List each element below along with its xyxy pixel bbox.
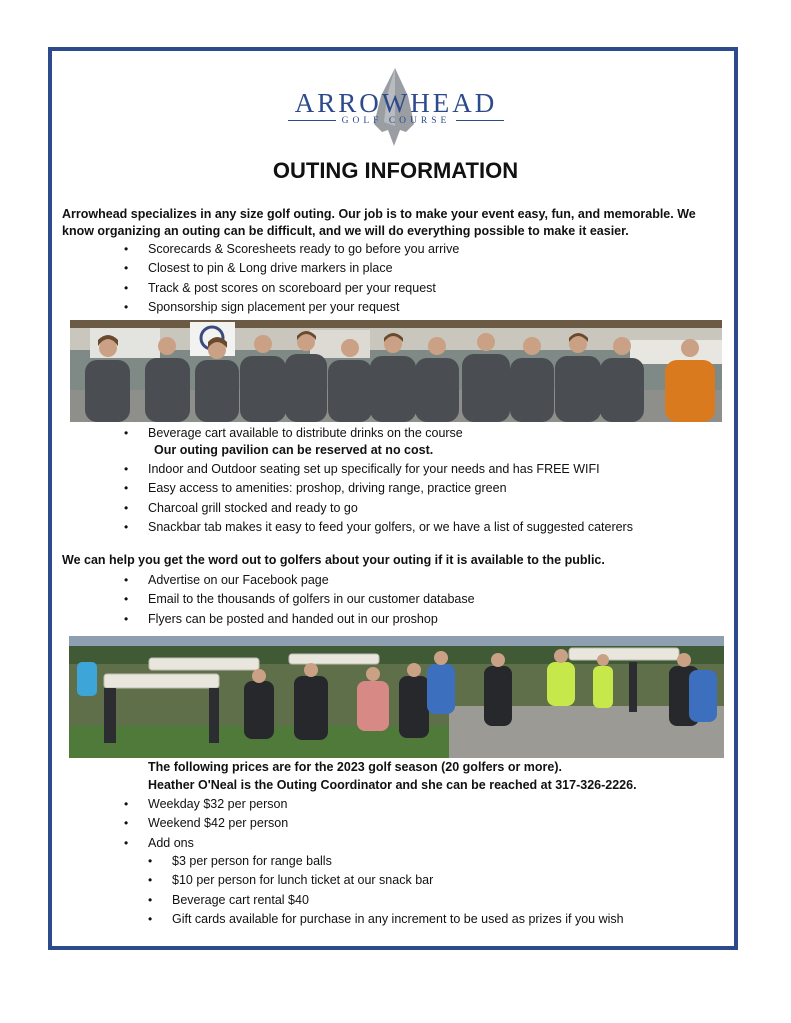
page-title: OUTING INFORMATION	[272, 158, 519, 183]
price-list-item: • Add ons	[124, 834, 288, 853]
golf-carts-crowd-photo	[69, 636, 724, 758]
price-list-item: • Weekday $32 per person	[124, 795, 288, 814]
logo-wordmark: ARROWHEAD	[294, 88, 498, 118]
marketing-list	[124, 571, 475, 629]
addon-list-item: • $10 per person for lunch ticket at our snack bar	[148, 871, 624, 890]
amenity-list-item: • Beverage cart available to distribute drinks on the course	[124, 424, 463, 443]
staff-group-photo	[70, 320, 722, 422]
amenity-list-item: • Indoor and Outdoor seating set up specifically for your needs and has FREE WIFI	[124, 460, 633, 479]
price-list-item: • Weekend $42 per person	[124, 814, 288, 833]
service-list-item: • Scorecards & Scoresheets ready to go before you arrive	[124, 240, 459, 259]
addon-list-item: • $3 per person for range balls	[148, 852, 624, 871]
amenities-list-first	[124, 424, 463, 443]
intro-paragraph: Arrowhead specializes in any size golf outing. Our job is to make your event easy, fun, and memorable. We know organizing an outing can be difficult, and we will do everything possible to make it easier.	[62, 207, 696, 238]
addons-list	[148, 852, 624, 929]
services-list	[124, 240, 459, 317]
amenities-list	[124, 460, 633, 537]
addon-list-item: • Gift cards available for purchase in any increment to be used as prizes if you wish	[148, 910, 624, 929]
coordinator-contact: Heather O'Neal is the Outing Coordinator and she can be reached at 317-326-2226.	[148, 778, 637, 792]
pricing-season-note: The following prices are for the 2023 golf season (20 golfers or more).	[148, 760, 562, 774]
service-list-item: • Track & post scores on scoreboard per your request	[124, 279, 459, 298]
pavilion-note: Our outing pavilion can be reserved at no cost.	[154, 443, 434, 457]
arrowhead-logo	[270, 66, 520, 146]
service-list-item: • Sponsorship sign placement per your request	[124, 298, 459, 317]
amenity-list-item: • Snackbar tab makes it easy to feed your golfers, or we have a list of suggested caterers	[124, 518, 633, 537]
logo-subtitle: GOLF COURSE	[280, 116, 512, 126]
marketing-list-item: • Flyers can be posted and handed out in our proshop	[124, 610, 475, 629]
pricing-list	[124, 795, 288, 853]
amenity-list-item: • Charcoal grill stocked and ready to go	[124, 499, 633, 518]
service-list-item: • Closest to pin & Long drive markers in place	[124, 259, 459, 278]
marketing-intro: We can help you get the word out to golfers about your outing if it is available to the public.	[62, 553, 605, 567]
marketing-list-item: • Advertise on our Facebook page	[124, 571, 475, 590]
addon-list-item: • Beverage cart rental $40	[148, 891, 624, 910]
amenity-list-item: • Easy access to amenities: proshop, driving range, practice green	[124, 479, 633, 498]
marketing-list-item: • Email to the thousands of golfers in our customer database	[124, 590, 475, 609]
